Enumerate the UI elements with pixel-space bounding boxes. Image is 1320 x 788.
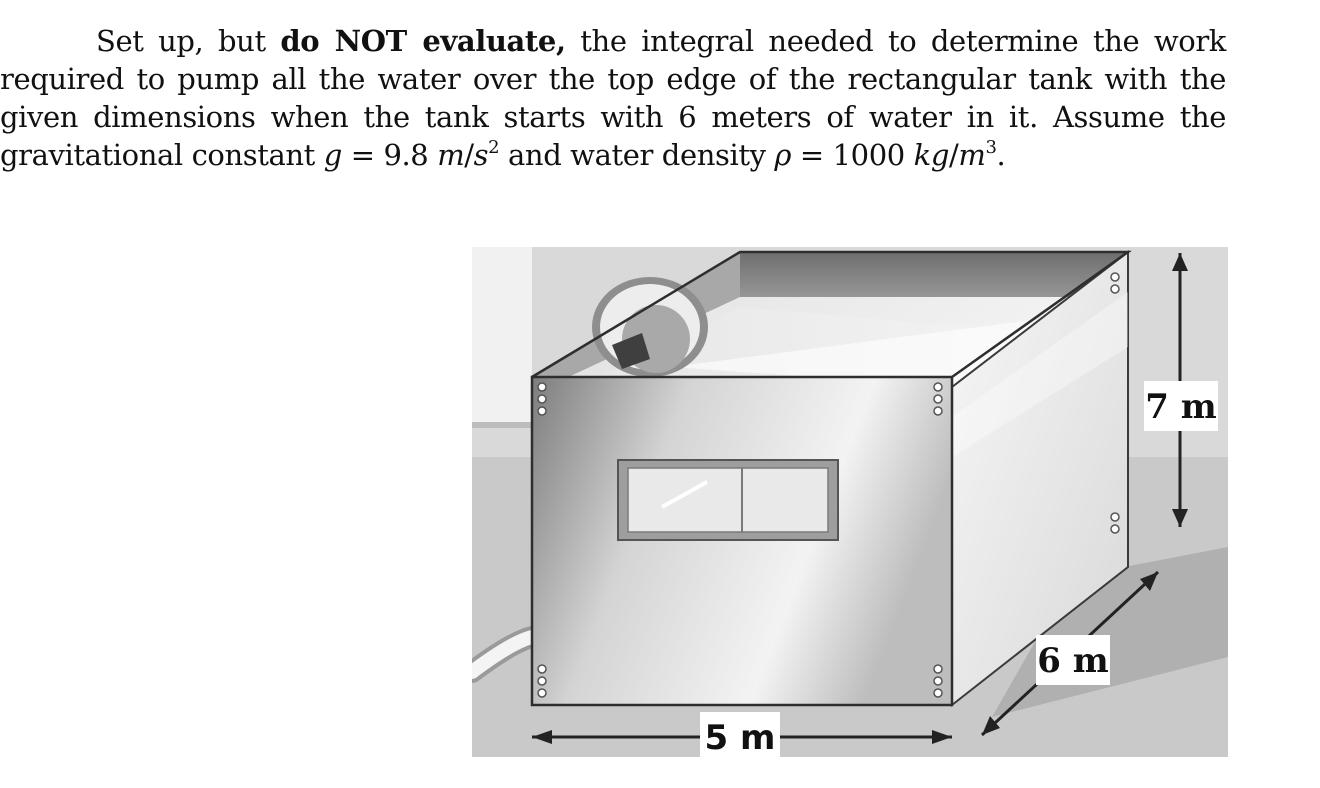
rivet (538, 407, 546, 415)
problem-statement (0, 22, 1226, 174)
rivet (538, 689, 546, 697)
rivet (934, 407, 942, 415)
background-door-ledge (472, 422, 532, 428)
problem-intro: Set up, but (96, 24, 281, 58)
tank-illustration (472, 247, 1228, 757)
g-equals: = 9.8 (341, 138, 438, 172)
problem-emphasis: do NOT evaluate, (280, 24, 566, 58)
problem-body: the integral needed to determine the work required to pump all the water over the top edge of the rectangular tank with the given dimensions when the tank starts with 6 meters of water in it. Assume the gravitational constant (0, 24, 1226, 172)
problem-end: . (996, 138, 1006, 172)
rivet (1111, 513, 1119, 521)
rivet (934, 677, 942, 685)
rivet (1111, 285, 1119, 293)
rivet (1111, 525, 1119, 533)
g-unit-m: m (437, 138, 465, 172)
background-door (472, 247, 532, 422)
rho-unit-slash: / (948, 138, 959, 172)
rivet (934, 395, 942, 403)
rivet (538, 383, 546, 391)
width-label: 5 m (704, 718, 776, 757)
tank-window-glass (628, 468, 828, 532)
rivet (1111, 273, 1119, 281)
g-symbol: g (323, 138, 342, 172)
rivet (538, 665, 546, 673)
rho-equals: = 1000 (791, 138, 914, 172)
rho-exponent: 3 (985, 137, 997, 158)
g-unit-slash: / (464, 138, 474, 172)
rivet (934, 665, 942, 673)
rivet (538, 395, 546, 403)
depth-label: 6 m (1037, 641, 1109, 681)
rivet (538, 677, 546, 685)
tank-figure (472, 247, 1228, 757)
rho-unit-m: m (958, 138, 986, 172)
rho-symbol: ρ (774, 138, 792, 172)
rivet (934, 383, 942, 391)
rivet (934, 689, 942, 697)
density-text: and water density (499, 138, 775, 172)
g-exponent: 2 (488, 137, 500, 158)
rho-unit-kg: kg (913, 138, 949, 172)
g-unit-s: s (473, 138, 489, 172)
height-label: 7 m (1145, 387, 1217, 427)
